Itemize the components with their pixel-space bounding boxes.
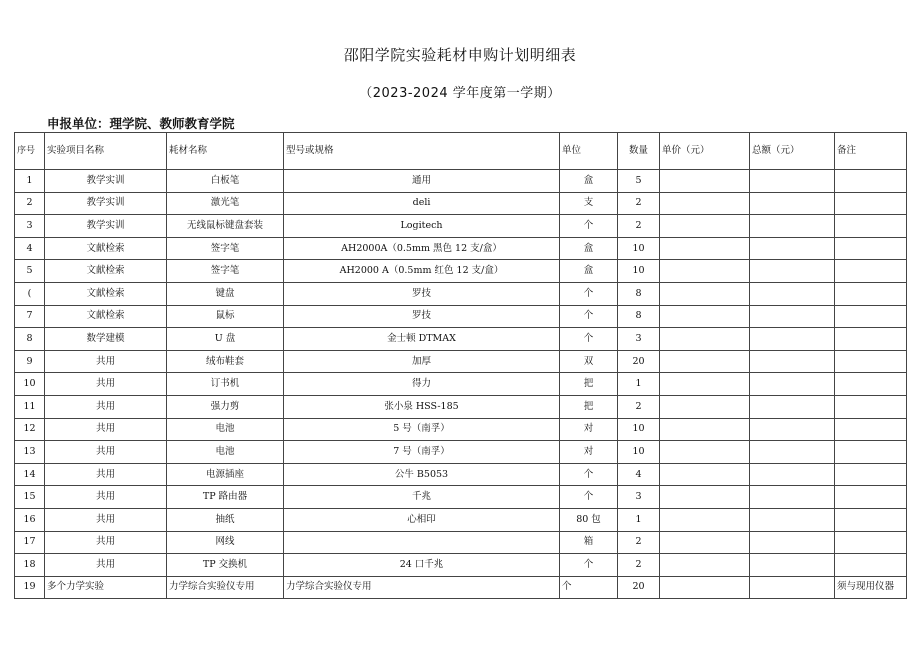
page-subtitle: （2023-2024 学年度第一学期） bbox=[359, 86, 561, 101]
cell-item: 抽纸 bbox=[167, 508, 284, 531]
cell-no: 18 bbox=[15, 554, 45, 577]
cell-unit: 箱 bbox=[560, 531, 618, 554]
table-row bbox=[15, 486, 907, 509]
cell-project: 多个力学实验 bbox=[45, 576, 167, 599]
cell-qty: 10 bbox=[618, 441, 660, 464]
cell-spec: 24 口千兆 bbox=[284, 554, 560, 577]
cell-no: 5 bbox=[15, 260, 45, 283]
cell-unit: 双 bbox=[560, 350, 618, 373]
header-price: 单价（元） bbox=[660, 133, 750, 170]
cell-spec bbox=[284, 531, 560, 554]
cell-project: 共用 bbox=[45, 463, 167, 486]
table-row bbox=[15, 260, 907, 283]
table-row bbox=[15, 395, 907, 418]
cell-price bbox=[660, 395, 750, 418]
cell-price bbox=[660, 350, 750, 373]
cell-unit: 个 bbox=[560, 282, 618, 305]
table-row bbox=[15, 463, 907, 486]
cell-item: 强力剪 bbox=[167, 395, 284, 418]
cell-total bbox=[750, 576, 835, 599]
table-row bbox=[15, 508, 907, 531]
cell-no: 4 bbox=[15, 237, 45, 260]
cell-unit: 个 bbox=[560, 576, 618, 599]
cell-no: 17 bbox=[15, 531, 45, 554]
cell-price bbox=[660, 531, 750, 554]
cell-note bbox=[835, 373, 907, 396]
table-row bbox=[15, 237, 907, 260]
cell-price bbox=[660, 373, 750, 396]
cell-item: 绒布鞋套 bbox=[167, 350, 284, 373]
cell-qty: 2 bbox=[618, 395, 660, 418]
cell-qty: 3 bbox=[618, 328, 660, 351]
cell-unit: 把 bbox=[560, 395, 618, 418]
cell-no: 14 bbox=[15, 463, 45, 486]
cell-spec: 张小泉 HSS-185 bbox=[284, 395, 560, 418]
applicant-unit: 申报单位：理学院、教师教育学院 bbox=[47, 116, 235, 131]
cell-spec: 金士顿 DTMAX bbox=[284, 328, 560, 351]
cell-project: 文献检索 bbox=[45, 260, 167, 283]
purchase-table bbox=[14, 132, 907, 599]
cell-project: 共用 bbox=[45, 554, 167, 577]
cell-spec: 千兆 bbox=[284, 486, 560, 509]
cell-unit: 盒 bbox=[560, 237, 618, 260]
cell-note bbox=[835, 170, 907, 193]
cell-unit: 个 bbox=[560, 486, 618, 509]
cell-spec: 公牛 B5053 bbox=[284, 463, 560, 486]
cell-item: 签字笔 bbox=[167, 237, 284, 260]
cell-total bbox=[750, 215, 835, 238]
cell-price bbox=[660, 237, 750, 260]
cell-qty: 5 bbox=[618, 170, 660, 193]
cell-note: 须与现用仪器 bbox=[835, 576, 907, 599]
cell-qty: 8 bbox=[618, 282, 660, 305]
cell-total bbox=[750, 192, 835, 215]
table-row bbox=[15, 215, 907, 238]
cell-item: 无线鼠标键盘套装 bbox=[167, 215, 284, 238]
cell-unit: 盒 bbox=[560, 260, 618, 283]
cell-spec: AH2000A（0.5mm 黑色 12 支/盒） bbox=[284, 237, 560, 260]
cell-unit: 个 bbox=[560, 328, 618, 351]
header-spec: 型号或规格 bbox=[284, 133, 560, 170]
cell-item: TP 交换机 bbox=[167, 554, 284, 577]
cell-total bbox=[750, 486, 835, 509]
cell-item: 网线 bbox=[167, 531, 284, 554]
cell-note bbox=[835, 305, 907, 328]
cell-unit: 对 bbox=[560, 418, 618, 441]
cell-total bbox=[750, 170, 835, 193]
cell-item: 白板笔 bbox=[167, 170, 284, 193]
header-no: 序号 bbox=[15, 133, 45, 170]
cell-total bbox=[750, 463, 835, 486]
cell-item: 电池 bbox=[167, 418, 284, 441]
cell-spec: 7 号（南孚） bbox=[284, 441, 560, 464]
cell-project: 数学建模 bbox=[45, 328, 167, 351]
cell-note bbox=[835, 508, 907, 531]
cell-unit: 个 bbox=[560, 463, 618, 486]
cell-project: 共用 bbox=[45, 508, 167, 531]
cell-spec: 罗技 bbox=[284, 305, 560, 328]
table-row bbox=[15, 554, 907, 577]
cell-item: 鼠标 bbox=[167, 305, 284, 328]
table-row bbox=[15, 350, 907, 373]
cell-item: U 盘 bbox=[167, 328, 284, 351]
cell-qty: 10 bbox=[618, 237, 660, 260]
cell-total bbox=[750, 441, 835, 464]
table-row bbox=[15, 531, 907, 554]
cell-total bbox=[750, 395, 835, 418]
cell-total bbox=[750, 260, 835, 283]
cell-unit: 80 包 bbox=[560, 508, 618, 531]
cell-total bbox=[750, 282, 835, 305]
cell-item: 力学综合实验仪专用 bbox=[167, 576, 284, 599]
cell-price bbox=[660, 282, 750, 305]
cell-total bbox=[750, 237, 835, 260]
table-header-row bbox=[15, 133, 907, 170]
cell-project: 共用 bbox=[45, 486, 167, 509]
cell-no: 1 bbox=[15, 170, 45, 193]
cell-total bbox=[750, 328, 835, 351]
table-row bbox=[15, 576, 907, 599]
cell-qty: 4 bbox=[618, 463, 660, 486]
cell-spec: 加厚 bbox=[284, 350, 560, 373]
cell-qty: 20 bbox=[618, 576, 660, 599]
cell-note bbox=[835, 418, 907, 441]
cell-total bbox=[750, 508, 835, 531]
cell-qty: 1 bbox=[618, 373, 660, 396]
cell-price bbox=[660, 576, 750, 599]
cell-total bbox=[750, 305, 835, 328]
cell-qty: 10 bbox=[618, 418, 660, 441]
cell-spec: 得力 bbox=[284, 373, 560, 396]
cell-price bbox=[660, 554, 750, 577]
cell-qty: 1 bbox=[618, 508, 660, 531]
cell-spec: 通用 bbox=[284, 170, 560, 193]
cell-total bbox=[750, 554, 835, 577]
cell-note bbox=[835, 260, 907, 283]
cell-project: 共用 bbox=[45, 418, 167, 441]
cell-price bbox=[660, 328, 750, 351]
cell-price bbox=[660, 305, 750, 328]
header-unit: 单位 bbox=[560, 133, 618, 170]
cell-no: 8 bbox=[15, 328, 45, 351]
cell-no: 7 bbox=[15, 305, 45, 328]
cell-project: 共用 bbox=[45, 350, 167, 373]
cell-unit: 个 bbox=[560, 305, 618, 328]
cell-item: 电池 bbox=[167, 441, 284, 464]
cell-spec: deli bbox=[284, 192, 560, 215]
cell-item: 键盘 bbox=[167, 282, 284, 305]
table-row bbox=[15, 170, 907, 193]
cell-project: 共用 bbox=[45, 531, 167, 554]
header-project: 实验项目名称 bbox=[45, 133, 167, 170]
cell-no: 19 bbox=[15, 576, 45, 599]
cell-spec: 罗技 bbox=[284, 282, 560, 305]
cell-qty: 10 bbox=[618, 260, 660, 283]
cell-project: 文献检索 bbox=[45, 237, 167, 260]
cell-unit: 个 bbox=[560, 554, 618, 577]
cell-note bbox=[835, 531, 907, 554]
header-total: 总额（元） bbox=[750, 133, 835, 170]
cell-price bbox=[660, 463, 750, 486]
cell-project: 文献检索 bbox=[45, 305, 167, 328]
cell-price bbox=[660, 508, 750, 531]
cell-project: 教学实训 bbox=[45, 170, 167, 193]
cell-price bbox=[660, 215, 750, 238]
cell-total bbox=[750, 373, 835, 396]
cell-unit: 对 bbox=[560, 441, 618, 464]
cell-project: 共用 bbox=[45, 395, 167, 418]
table-row bbox=[15, 418, 907, 441]
cell-unit: 支 bbox=[560, 192, 618, 215]
cell-no: 13 bbox=[15, 441, 45, 464]
cell-no: 10 bbox=[15, 373, 45, 396]
cell-qty: 2 bbox=[618, 192, 660, 215]
cell-price bbox=[660, 192, 750, 215]
cell-qty: 8 bbox=[618, 305, 660, 328]
cell-project: 文献检索 bbox=[45, 282, 167, 305]
cell-item: TP 路由器 bbox=[167, 486, 284, 509]
table-row bbox=[15, 282, 907, 305]
cell-price bbox=[660, 441, 750, 464]
cell-note bbox=[835, 486, 907, 509]
cell-note bbox=[835, 237, 907, 260]
cell-no: 3 bbox=[15, 215, 45, 238]
cell-project: 教学实训 bbox=[45, 215, 167, 238]
page-title: 邵阳学院实验耗材申购计划明细表 bbox=[343, 46, 577, 64]
table-row bbox=[15, 441, 907, 464]
cell-no: 11 bbox=[15, 395, 45, 418]
cell-price bbox=[660, 260, 750, 283]
cell-item: 订书机 bbox=[167, 373, 284, 396]
table-row bbox=[15, 373, 907, 396]
cell-note bbox=[835, 463, 907, 486]
cell-no: 9 bbox=[15, 350, 45, 373]
cell-note bbox=[835, 350, 907, 373]
table-row bbox=[15, 328, 907, 351]
cell-spec: 心相印 bbox=[284, 508, 560, 531]
cell-unit: 个 bbox=[560, 215, 618, 238]
cell-note bbox=[835, 192, 907, 215]
cell-note bbox=[835, 441, 907, 464]
cell-price bbox=[660, 418, 750, 441]
cell-qty: 2 bbox=[618, 215, 660, 238]
cell-item: 激光笔 bbox=[167, 192, 284, 215]
cell-note bbox=[835, 215, 907, 238]
cell-spec: 5 号（南孚） bbox=[284, 418, 560, 441]
cell-qty: 2 bbox=[618, 531, 660, 554]
cell-unit: 盒 bbox=[560, 170, 618, 193]
cell-qty: 3 bbox=[618, 486, 660, 509]
cell-item: 签字笔 bbox=[167, 260, 284, 283]
cell-price bbox=[660, 486, 750, 509]
cell-price bbox=[660, 170, 750, 193]
cell-project: 共用 bbox=[45, 373, 167, 396]
cell-total bbox=[750, 531, 835, 554]
cell-note bbox=[835, 328, 907, 351]
cell-item: 电源插座 bbox=[167, 463, 284, 486]
cell-total bbox=[750, 418, 835, 441]
header-item: 耗材名称 bbox=[167, 133, 284, 170]
cell-no: ( bbox=[15, 282, 45, 305]
cell-spec: AH2000 A（0.5mm 红色 12 支/盒） bbox=[284, 260, 560, 283]
cell-project: 共用 bbox=[45, 441, 167, 464]
cell-note bbox=[835, 554, 907, 577]
cell-note bbox=[835, 395, 907, 418]
cell-no: 12 bbox=[15, 418, 45, 441]
cell-no: 15 bbox=[15, 486, 45, 509]
cell-qty: 20 bbox=[618, 350, 660, 373]
cell-project: 教学实训 bbox=[45, 192, 167, 215]
table-row bbox=[15, 305, 907, 328]
cell-no: 2 bbox=[15, 192, 45, 215]
cell-total bbox=[750, 350, 835, 373]
cell-spec: 力学综合实验仪专用 bbox=[284, 576, 560, 599]
table-row bbox=[15, 192, 907, 215]
header-qty: 数量 bbox=[618, 133, 660, 170]
cell-spec: Logitech bbox=[284, 215, 560, 238]
cell-note bbox=[835, 282, 907, 305]
header-note: 备注 bbox=[835, 133, 907, 170]
cell-qty: 2 bbox=[618, 554, 660, 577]
cell-no: 16 bbox=[15, 508, 45, 531]
cell-unit: 把 bbox=[560, 373, 618, 396]
